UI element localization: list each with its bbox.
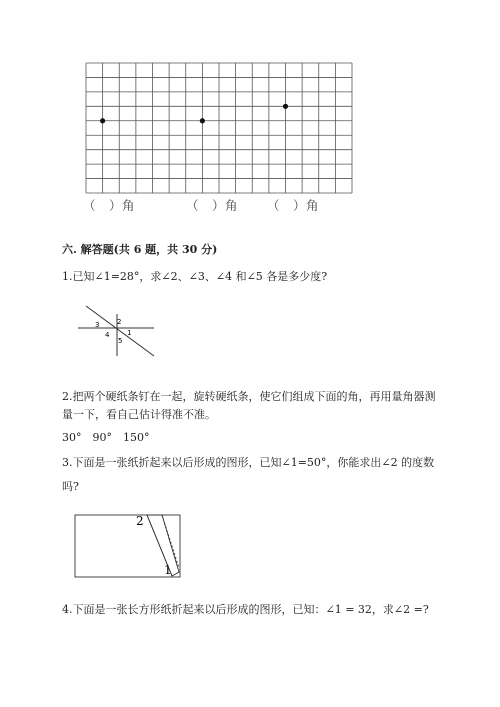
angle-blank-2: （ ）角 (186, 198, 239, 213)
section-title: 六. 解答题(共 6 题，共 30 分) (62, 243, 218, 256)
question-2-line-2: 量一下，看自己估计得准不准。 (62, 408, 216, 421)
fold-label-1: 1 (164, 563, 172, 577)
grid-dot-1 (100, 118, 105, 123)
question-2-angles: 30° 90° 150° (62, 431, 150, 444)
folded-paper-diagram (74, 510, 194, 580)
question-2-line-1: 2.把两个硬纸条钉在一起，旋转硬纸条，使它们组成下面的角，再用量角器测 (62, 390, 436, 403)
intersecting-lines-diagram (72, 300, 162, 360)
grid-dot-2 (200, 118, 205, 123)
question-4-text: 4.下面是一张长方形纸折起来以后形成的图形，已知：∠1 = 32，求∠2 =? (62, 603, 429, 616)
fold-label-2: 2 (136, 514, 144, 528)
diagram-label-5: 5 (118, 337, 123, 345)
diagram-label-4: 4 (105, 331, 110, 339)
angle-blank-1: （ ）角 (83, 198, 136, 213)
question-3-line-2: 吗? (62, 480, 79, 493)
angle-blank-3: （ ）角 (267, 198, 320, 213)
diagram-label-3: 3 (95, 321, 100, 329)
question-1-text: 1.已知∠1=28°，求∠2、∠3、∠4 和∠5 各是多少度? (62, 270, 328, 283)
diagram-label-2: 2 (117, 318, 122, 326)
diagram-label-1: 1 (127, 329, 132, 337)
dot-grid (0, 0, 500, 215)
question-3-line-1: 3.下面是一张纸折起来以后形成的图形，已知∠1=50°，你能求出∠2 的度数 (62, 456, 435, 469)
grid-dot-3 (283, 104, 288, 109)
